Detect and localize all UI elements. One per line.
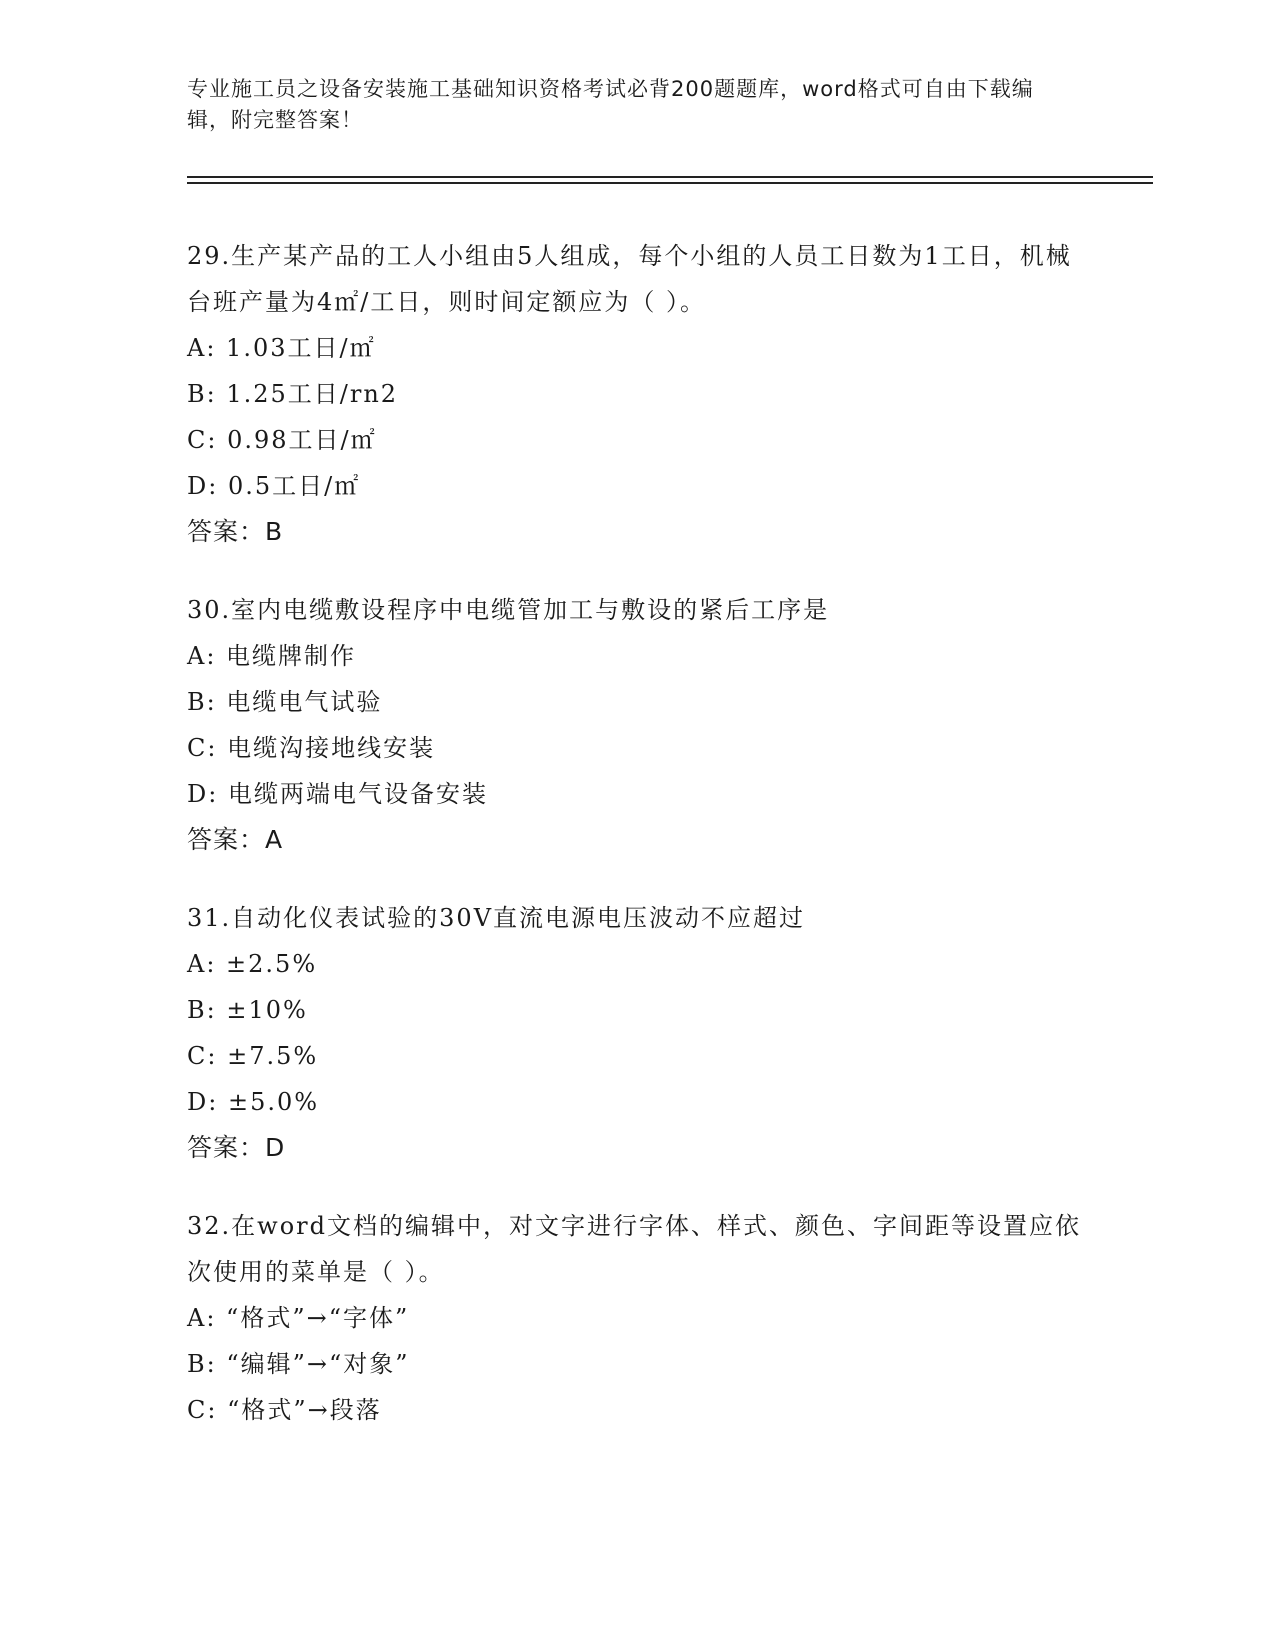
question-30: [187, 587, 1087, 863]
option-c: C: 电缆沟接地线安装: [187, 734, 436, 762]
question-31: [187, 895, 1087, 1171]
question-stem: 31.自动化仪表试验的30V直流电源电压波动不应超过: [187, 904, 806, 932]
question-stem: 29.生产某产品的工人小组由5人组成，每个小组的人员工日数为1工日，机械台班产量为4㎡/工日，则时间定额应为（ ）。: [187, 242, 1072, 316]
option-a: A: 电缆牌制作: [187, 642, 357, 670]
answer-line: 答案：A: [187, 825, 284, 854]
option-a: A: ±2.5%: [187, 950, 318, 978]
question-stem: 30.室内电缆敷设程序中电缆管加工与敷设的紧后工序是: [187, 596, 830, 624]
question-32: [187, 1203, 1087, 1433]
option-d: D: ±5.0%: [187, 1088, 320, 1116]
option-a: A: “格式”→“字体”: [187, 1304, 410, 1332]
option-b: B: “编辑”→“对象”: [187, 1350, 410, 1378]
header-rule-top: [187, 176, 1153, 178]
option-b: B: ±10%: [187, 996, 308, 1024]
option-a: A: 1.03工日/㎡: [187, 334, 376, 362]
question-stem: 32.在word文档的编辑中，对文字进行字体、样式、颜色、字间距等设置应依次使用的菜单是（ ）。: [187, 1212, 1081, 1286]
question-29: [187, 233, 1087, 555]
option-d: D: 电缆两端电气设备安装: [187, 780, 488, 808]
question-list: [187, 233, 1087, 1465]
option-c: C: ±7.5%: [187, 1042, 319, 1070]
answer-line: 答案：D: [187, 1133, 286, 1162]
option-b: B: 1.25工日/rn2: [187, 380, 399, 408]
document-header: 专业施工员之设备安装施工基础知识资格考试必背200题题库，word格式可自由下载编辑，附完整答案！: [187, 77, 1034, 132]
header-rule-bottom: [187, 182, 1153, 184]
option-c: C: “格式”→段落: [187, 1396, 382, 1424]
option-b: B: 电缆电气试验: [187, 688, 383, 716]
option-c: C: 0.98工日/㎡: [187, 426, 377, 454]
answer-line: 答案：B: [187, 517, 284, 546]
option-d: D: 0.5工日/㎡: [187, 472, 361, 500]
